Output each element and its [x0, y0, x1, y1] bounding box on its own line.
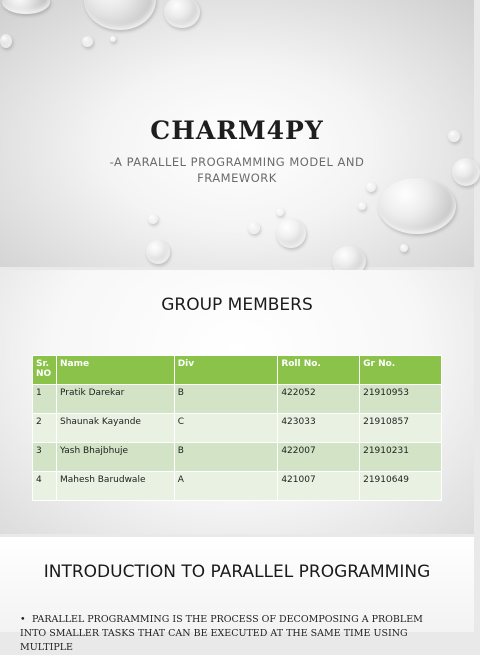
water-drop-decoration	[0, 34, 12, 48]
title-slide	[0, 0, 474, 267]
table-header-row	[33, 356, 442, 385]
cell-name: Pratik Darekar	[56, 385, 174, 414]
cell-sr-no: 1	[33, 385, 57, 414]
bullet-icon: •	[20, 614, 26, 625]
column-header-div: Div	[174, 356, 278, 385]
slide-title: CHARM4PY	[150, 116, 324, 145]
introduction-slide	[0, 537, 474, 653]
column-header-roll-no: Roll No.	[278, 356, 360, 385]
water-drop-decoration	[148, 214, 158, 224]
water-drop-decoration	[400, 244, 408, 252]
column-header-sr-no: Sr. NO	[33, 356, 57, 385]
members-table	[32, 355, 442, 501]
water-drop-decoration	[110, 36, 116, 42]
cell-gr-no: 21910857	[360, 414, 442, 443]
slide-title: INTRODUCTION TO PARALLEL PROGRAMMING	[43, 562, 431, 582]
cell-sr-no: 3	[33, 443, 57, 472]
bullet-point	[20, 613, 450, 655]
cell-div: B	[174, 443, 278, 472]
water-drop-decoration	[276, 218, 306, 248]
group-members-slide	[0, 270, 474, 534]
cell-gr-no: 21910231	[360, 443, 442, 472]
table-row	[33, 414, 442, 443]
table-row	[33, 472, 442, 501]
water-drop-decoration	[164, 0, 200, 28]
cell-sr-no: 4	[33, 472, 57, 501]
water-drop-decoration	[146, 240, 170, 264]
water-drop-decoration	[378, 178, 456, 234]
water-drop-decoration	[82, 36, 93, 47]
water-drop-decoration	[358, 202, 366, 210]
cell-roll-no: 422007	[278, 443, 360, 472]
cell-name: Shaunak Kayande	[56, 414, 174, 443]
bullet-text: PARALLEL PROGRAMMING IS THE PROCESS OF DECOMPOSING A PROBLEM INTO SMALLER TASKS THAT CAN BE EXECUTED AT THE SAME TIME USING MULTIPLE	[20, 614, 423, 653]
water-drop-decoration	[452, 158, 480, 186]
water-drop-decoration	[248, 222, 260, 234]
cell-sr-no: 2	[33, 414, 57, 443]
cell-div: B	[174, 385, 278, 414]
water-drop-decoration	[84, 0, 156, 30]
cell-gr-no: 21910649	[360, 472, 442, 501]
cell-div: C	[174, 414, 278, 443]
cell-roll-no: 423033	[278, 414, 360, 443]
slide-title: GROUP MEMBERS	[161, 295, 313, 315]
cell-roll-no: 421007	[278, 472, 360, 501]
water-drop-decoration	[2, 0, 50, 14]
column-header-gr-no: Gr No.	[360, 356, 442, 385]
cell-gr-no: 21910953	[360, 385, 442, 414]
slide-subtitle: -A PARALLEL PROGRAMMING MODEL AND FRAMEWORK	[109, 155, 365, 185]
cell-div: A	[174, 472, 278, 501]
cell-name: Yash Bhajbhuje	[56, 443, 174, 472]
table-row	[33, 443, 442, 472]
cell-roll-no: 422052	[278, 385, 360, 414]
table-row	[33, 385, 442, 414]
cell-name: Mahesh Barudwale	[56, 472, 174, 501]
column-header-name: Name	[56, 356, 174, 385]
water-drop-decoration	[276, 208, 284, 216]
